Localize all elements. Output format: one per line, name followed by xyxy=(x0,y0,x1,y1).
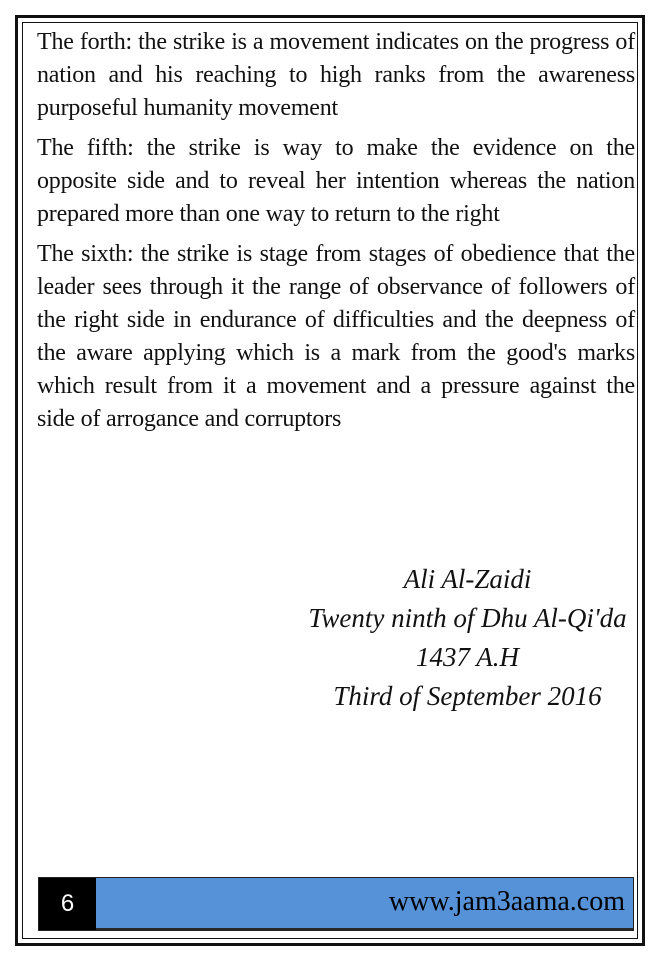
website-link[interactable]: www.jam3aama.com xyxy=(388,886,625,917)
page-number: 6 xyxy=(39,878,96,930)
page-footer xyxy=(38,877,634,931)
paragraph-forth: The forth: the strike is a movement indicates on the progress of nation and his reaching to high ranks from the awareness purposeful humanity movement xyxy=(37,29,635,121)
signature-gregorian-date: Third of September 2016 xyxy=(333,681,602,711)
paragraph-sixth: The sixth: the strike is stage from stages of obedience that the leader sees through it the range of observance of followers of the right side in endurance of difficulties and the deepness of the aware applying which is a mark from the good's marks which result from it a movement and a pressure against the side of arrogance and corruptors xyxy=(37,241,635,432)
footer-bar xyxy=(96,878,633,930)
signature-author: Ali Al-Zaidi xyxy=(403,564,532,594)
paragraph-fifth: The fifth: the strike is way to make the evidence on the opposite side and to reveal her intention whereas the nation prepared more than one way to return to the right xyxy=(37,135,635,227)
signature-hijri-year: 1437 A.H xyxy=(415,642,519,672)
signature-hijri-date: Twenty ninth of Dhu Al-Qi'da xyxy=(308,603,627,633)
signature-block xyxy=(280,560,655,716)
body-text xyxy=(37,26,635,443)
